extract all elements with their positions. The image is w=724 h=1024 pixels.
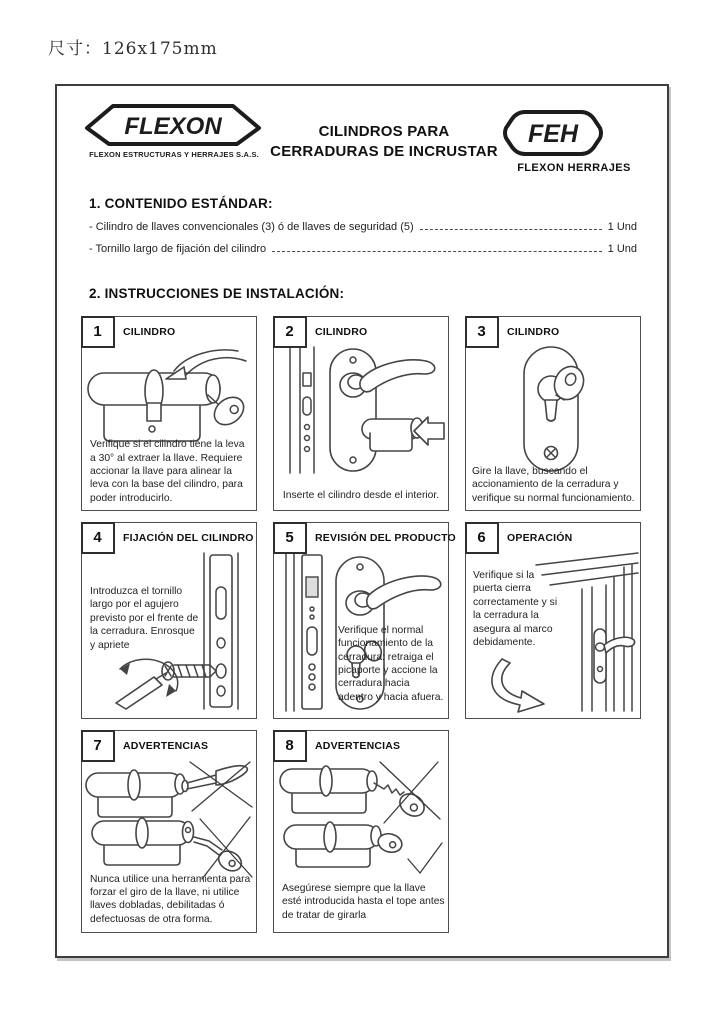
door-interior-cylinder-insert-illustration [274,345,447,477]
page-title-line2: CERRADURAS DE INCRUSTAR [270,142,498,160]
panel-caption: Verifique el normal funcionamiento de la cerradura: retraiga el picaporte y accione la cerradura hacia adentro y hacia afuera. [338,624,444,703]
panel-title: CILINDRO [123,326,176,338]
panel-number: 4 [81,522,115,554]
panel-number: 7 [81,730,115,762]
instruction-panels [81,316,641,933]
header [83,102,645,174]
panel-title: REVISIÓN DEL PRODUCTO [315,532,456,544]
panel-number: 6 [465,522,499,554]
content-item-label: - Tornillo largo de fijación del cilindro [89,243,267,255]
panel-4-fijacion [81,522,257,719]
panel-8-advertencias [273,730,449,933]
panel-6-operacion [465,522,641,719]
panel-caption: Verifique si el cilindro tiene la leva a 30° al extraer la llave. Requiere accionar la llave para alinear la leva con la base del cilindro, para poder introducirlo. [90,439,245,504]
panel-1-cilindro [81,316,257,511]
dotted-leader [420,228,602,230]
panel-title: OPERACIÓN [507,532,573,544]
feh-logo-subtitle: FLEXON HERRAJES [517,162,631,174]
page-title-line1: CILINDROS PARA [318,123,450,140]
feh-logo-text: FEH [527,120,578,148]
panel-title: CILINDRO [507,326,560,338]
section-contents [89,196,637,255]
panel-caption: Introduzca el tornillo largo por el agujero previsto por el frente de la cerradura. Enrosque y apriete [90,586,199,651]
escutcheon-key-turn-illustration [466,345,639,473]
feh-logo [503,102,645,174]
key-full-insertion-illustration [274,761,447,885]
panel-title: CILINDRO [315,326,368,338]
size-label: 尺寸：126x175mm [48,39,218,59]
flexon-logo-icon [83,102,263,148]
flexon-logo-subtitle: FLEXON ESTRUCTURAS Y HERRAJES S.A.S. [89,150,259,159]
panel-title: ADVERTENCIAS [315,740,401,752]
panel-number: 2 [273,316,307,348]
panel-caption: Nunca utilice una herramienta para forzar el giro de la llave, ni utilice llaves dobladas, debilitadas ó defectuosas de otra forma. [90,873,251,925]
panel-title: FIJACIÓN DEL CILINDRO [123,532,254,544]
panel-caption: Gire la llave, buscando el accionamiento de la cerradura y verifique su normal funcionamiento. [472,465,635,504]
content-item [89,221,637,233]
panel-3-cilindro [465,316,641,511]
panel-caption: Inserte el cilindro desde el interior. [282,489,440,501]
content-item-qty: 1 Und [607,243,637,255]
panel-title: ADVERTENCIAS [123,740,209,752]
dotted-leader [272,250,602,252]
content-item [89,243,637,255]
feh-logo-icon [503,108,603,158]
section2-heading: 2. INSTRUCCIONES DE INSTALACIÓN: [89,286,345,301]
panel-number: 5 [273,522,307,554]
content-item-label: - Cilindro de llaves convencionales (3) ó de llaves de seguridad (5) [89,221,414,233]
content-item-qty: 1 Und [607,221,637,233]
instruction-sheet [55,84,669,958]
panel-caption: Asegúrese siempre que la llave esté introducida hasta el tope antes de tratar de girarla [282,882,445,921]
panel-7-advertencias [81,730,257,933]
panel-number: 1 [81,316,115,348]
panel-caption: Verifique si la puerta cierra correctamente y si la cerradura la asegura al marco debidamente. [473,570,558,648]
flexon-logo-text: FLEXON [124,113,222,140]
panel-number: 8 [273,730,307,762]
panel-2-cilindro [273,316,449,511]
flexon-logo [83,102,265,159]
panel-5-revision [273,522,456,719]
section1-heading: 1. CONTENIDO ESTÁNDAR: [89,196,273,211]
panel-number: 3 [465,316,499,348]
page-title [270,122,498,161]
no-tool-no-bent-key-illustration [82,761,255,881]
